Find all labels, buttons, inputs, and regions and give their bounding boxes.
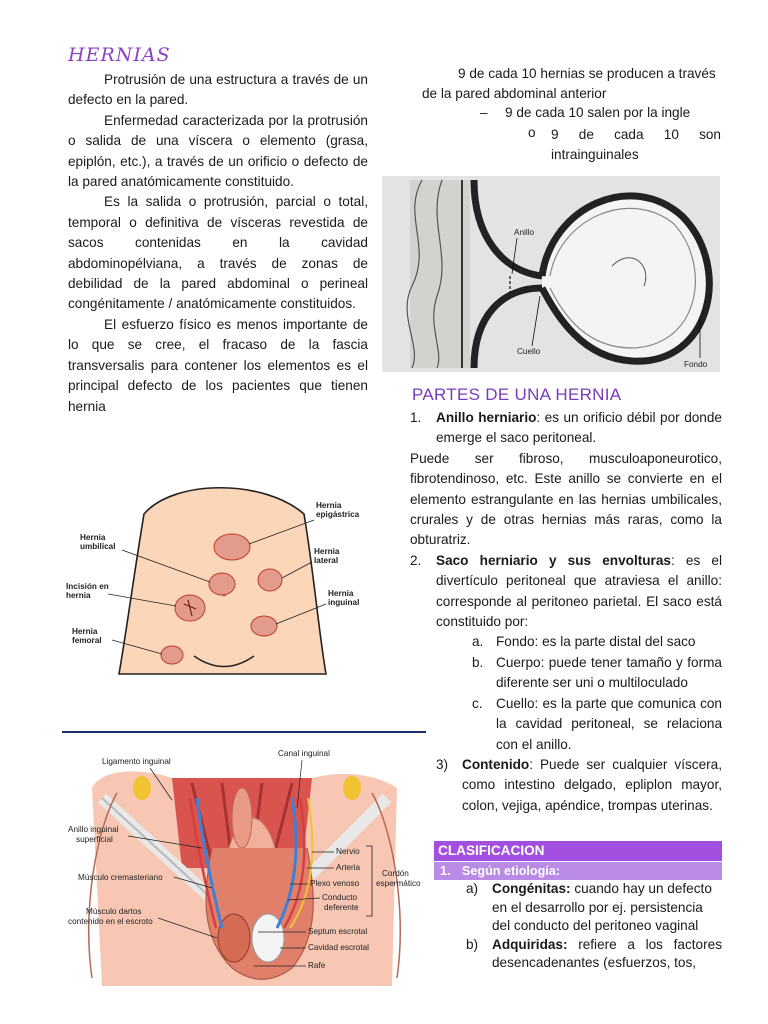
sub-item: a. Fondo: es la parte distal del saco <box>472 634 696 650</box>
label-hernia-umbilical: Hernia umbilical <box>80 533 116 551</box>
label-hernia-lateral: Hernia lateral <box>314 547 340 565</box>
stat-line: 9 de cada 10 son intrainguinales <box>551 127 721 162</box>
stat-line: 9 de cada 10 salen por la ingle <box>505 105 691 120</box>
list-item: 1. Anillo herniario: es un orificio débil por donde emerge el saco peritoneal. <box>410 410 722 446</box>
abdominal-hernia-types-figure <box>64 474 384 714</box>
label-plexo-venoso: Plexo venoso <box>310 879 360 888</box>
label-hernia-femoral: Hernia femoral <box>72 627 102 645</box>
label-fondo: Fondo <box>684 360 708 369</box>
label-cavidad-escrotal: Cavidad escrotal <box>308 943 369 952</box>
section-title-clasificacion: CLASIFICACION <box>434 841 722 861</box>
list-item: 3) Contenido: Puede ser cualquier víscera, como intestino delgado, epliplon mayor, colon, vejiga, apéndice, trompas uterinas. <box>436 756 722 813</box>
label-cordon-espermatico: Cordón espermático <box>376 869 421 888</box>
paragraph: Es la salida o protrusión, parcial o total, temporal o definitiva de vísceras revestida de sacos contenidas en la cavidad abdominopélviana, a través de zonas de debilidad de la pared abdominal o perineal congénitamente / anatómicamente constituidos. <box>68 194 368 312</box>
sub-item: c. Cuello: es la parte que comunica con la cavidad peritoneal, se relaciona con el anillo. <box>472 695 722 752</box>
list-item: a) Congénitas: cuando hay un defecto en el desarrollo por ej. persistencia del conducto del peritoneo vaginal <box>466 881 712 933</box>
label-anillo: Anillo <box>514 228 535 237</box>
label-conducto-deferente: Conducto deferente <box>322 893 359 912</box>
subsection-title-etiologia: 1. Según etiología: <box>434 862 722 880</box>
paragraph: Enfermedad caracterizada por la protrusión o salida de una víscera o elemento (grasa, epiplón, etc.), a través de un orificio o defecto de la pared anatómicamente constituido. <box>68 112 368 190</box>
label-septum-escrotal: Septum escrotal <box>308 927 368 936</box>
label-musculo-dartos: Músculo dartos contenido en el escroto <box>68 907 153 926</box>
label-nervio: Nervio <box>336 847 360 856</box>
sub-item: b. Cuerpo: puede tener tamaño y forma diferente ser uni o multiloculado <box>472 654 722 691</box>
label-musculo-cremasteriano: Músculo cremasteriano <box>78 873 163 882</box>
stat-line: 9 de cada 10 hernias se producen a través de la pared abdominal anterior <box>422 66 716 101</box>
list-item: b) Adquiridas: refiere a los factores desencadenantes (esfuerzos, tos, <box>466 936 722 970</box>
paragraph: Protrusión de una estructura a través de un defecto en la pared. <box>68 72 368 108</box>
label-anillo-inguinal-superficial: Anillo inguinal superficial <box>68 825 119 844</box>
paragraph: El esfuerzo físico es menos importante de lo que se cree, el fracaso de la fascia transversalis para contener los elementos es el principal defecto de los pacientes que tienen hernia <box>68 316 368 414</box>
label-incision-hernia: Incisión en hernia <box>66 582 109 600</box>
dash-bullet: – <box>480 105 488 120</box>
label-arteria: Arteria <box>336 863 361 872</box>
list-item: 2. Saco herniario y sus envolturas: es el divertículo peritoneal que atraviesa el anillo: corresponde al peritoneo parietal. El saco está constituido por: <box>410 552 722 630</box>
inguinal-anatomy-figure <box>62 738 428 986</box>
section-title-partes: PARTES DE UNA HERNIA <box>412 385 622 404</box>
hernia-sac-figure <box>382 176 720 372</box>
label-canal-inguinal: Canal inguinal <box>278 749 330 758</box>
divider <box>62 731 426 733</box>
label-rafe: Rafe <box>308 961 326 970</box>
paragraph: Puede ser fibroso, musculoaponeurotico, fibrotendinoso, etc. Este anillo se convierte en el elemento estrangulante en las hernias umbilicales, crurales y de otras hernias más raras, como la obturatriz. <box>410 450 722 548</box>
page-title: HERNIAS <box>68 44 171 66</box>
intro-text <box>68 70 368 417</box>
clasificacion-list <box>466 880 722 973</box>
label-hernia-inguinal: Hernia inguinal <box>328 589 360 607</box>
label-cuello: Cuello <box>517 347 541 356</box>
label-hernia-epigastrica: Hernia epigástrica <box>316 501 360 519</box>
label-ligamento-inguinal: Ligamento inguinal <box>102 757 171 766</box>
partes-content <box>410 408 722 816</box>
circle-bullet: o <box>528 125 536 140</box>
